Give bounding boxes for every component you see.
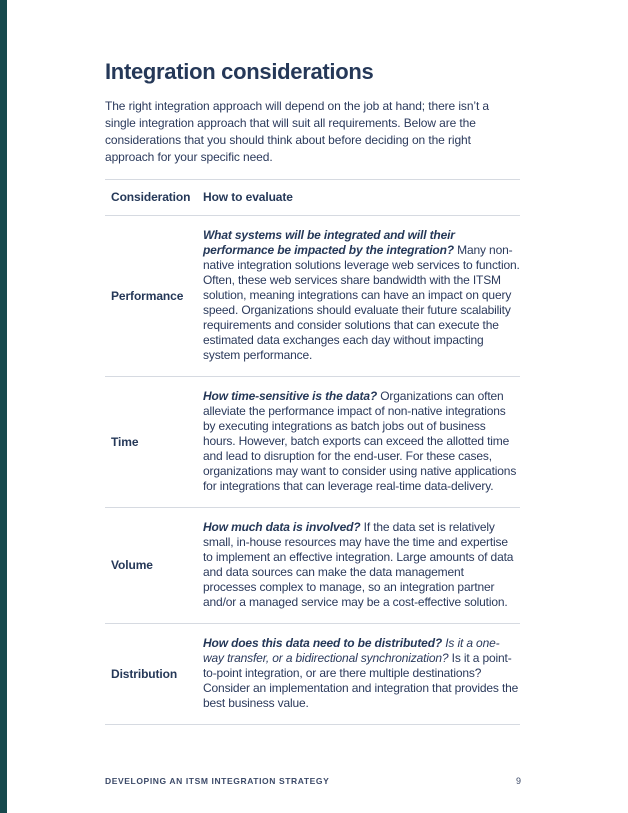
- row-evaluation-text: [203, 389, 520, 494]
- table-row-distribution: [105, 624, 520, 725]
- table-row-volume: [105, 508, 520, 624]
- footer-document-title: DEVELOPING AN ITSM INTEGRATION STRATEGY: [105, 776, 330, 786]
- evaluation-body: Organizations can often alleviate the performance impact of non-native integrations by executing integrations as batch jobs out of business hours. However, batch exports can exceed the allotted time and lead to disruption for the end-user. For these cases, organizations may want to consider using native applications for integrations that can leverage real-time data-delivery.: [203, 389, 517, 493]
- column-header-consideration: Consideration: [111, 190, 191, 204]
- row-label: Distribution: [111, 666, 178, 681]
- evaluation-body: If the data set is relatively small, in-house resources may have the time and expertise to implement an effective integration. Large amounts of data and data sources can make the data management processes complex to manage, so an integration partner and/or a managed service may be a cost-effective solution.: [203, 520, 514, 609]
- row-label: Volume: [111, 558, 153, 572]
- page-title: Integration considerations: [105, 59, 374, 84]
- lead-question: How much data is involved?: [203, 520, 361, 534]
- table-header-row: [105, 179, 520, 216]
- considerations-table: [105, 179, 520, 725]
- lead-question: How time-sensitive is the data?: [203, 389, 378, 403]
- lead-question: How does this data need to be distributed?: [203, 636, 443, 650]
- row-evaluation-text: [203, 520, 520, 610]
- column-header-how-to-evaluate: How to evaluate: [203, 190, 293, 204]
- left-accent-bar: [0, 0, 7, 813]
- lead-question-secondary: Is it a one-way transfer, or a bidirectional synchronization?: [203, 636, 500, 665]
- page-footer: [105, 776, 521, 786]
- row-label: Performance: [111, 288, 184, 303]
- row-evaluation-text: [203, 228, 520, 363]
- evaluation-body: Is it a point-to-point integration, or are there multiple destinations? Consider an implementation and integration that provides the best business value.: [203, 651, 519, 710]
- table-row-performance: [105, 216, 520, 377]
- evaluation-body: Many non-native integration solutions leverage web services to function. Often, these web services share bandwidth with the ITSM solution, meaning integrations can have an impact on query speed. Organizations should evaluate their future scalability requirements and consider solutions that can execute the estimated data exchanges each day without impacting system performance.: [203, 243, 520, 362]
- page-content: [105, 0, 520, 725]
- row-label: Time: [111, 434, 139, 449]
- intro-paragraph: The right integration approach will depend on the job at hand; there isn’t a single integration approach that will suit all requirements. Below are the considerations that you should think about before deciding on the right approach for your specific need.: [105, 99, 489, 164]
- footer-page-number: 9: [515, 776, 521, 786]
- table-row-time: [105, 377, 520, 508]
- row-evaluation-text: [203, 636, 520, 711]
- lead-question: What systems will be integrated and will their performance be impacted by the integration?: [203, 228, 455, 257]
